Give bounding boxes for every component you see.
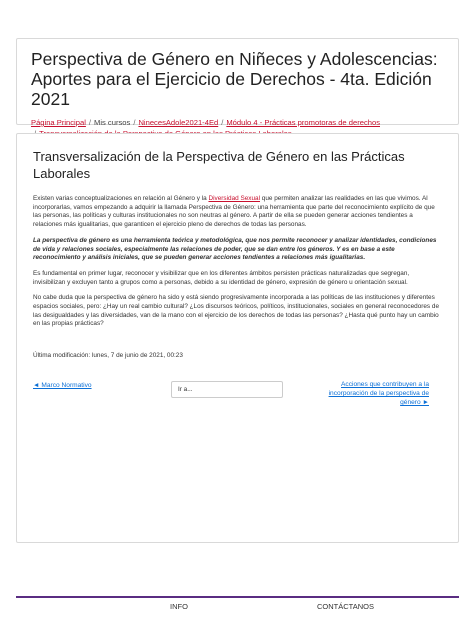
section-title: Transversalización de la Perspectiva de Género en las Prácticas Laborales bbox=[33, 149, 405, 181]
breadcrumb-course-link[interactable]: NinecesAdole2021-4Ed bbox=[138, 118, 219, 127]
footer-divider bbox=[16, 596, 459, 598]
page-title: Perspectiva de Género en Niñeces y Adolescencias: Aportes para el Ejercicio de Derechos - 4ta. Edición 2021 bbox=[31, 49, 438, 109]
breadcrumb-separator: / bbox=[88, 118, 92, 127]
paragraph-1-end: que permiten analizar las realidades en las que vivimos. Al incorporarlas, vamos empezando a adquirir la llamada Perspectiva de Género: una herramienta que parte del reconocimiento explícito de que las personas, las políticas y culturas institucionales no son neutras al género. A partir de ella se pueden generar acciones tendientes a relaciones más igualitarias, que garanticen el ejercicio pleno de derechos de todas las personas. bbox=[33, 195, 435, 229]
diversidad-sexual-link[interactable]: Diversidad Sexual bbox=[208, 195, 260, 202]
next-activity-link[interactable]: Acciones que contribuyen a la incorporación de la perspectiva de género ► bbox=[328, 381, 429, 406]
breadcrumb-separator: / bbox=[133, 118, 136, 127]
jump-to-select[interactable]: Ir a... bbox=[171, 381, 283, 398]
breadcrumb-separator: / bbox=[221, 118, 224, 127]
page-content bbox=[33, 195, 442, 329]
main-content-card bbox=[16, 133, 459, 543]
paragraph-2-emphasis: La perspectiva de género es una herramienta teórica y metodológica, que nos permite reconocer y analizar identidades, condiciones de vida y relaciones sociales, especialmente las relaciones de poder, que se dan entre los géneros. Y es en base a este reconocimiento y análisis iniciales, que se pueden generar acciones tendientes a relaciones más igualitarias. bbox=[33, 236, 437, 262]
breadcrumb-home-link[interactable]: Página Principal bbox=[31, 118, 86, 127]
paragraph-1-start: Existen varias conceptualizaciones en relación al Género y la bbox=[33, 195, 209, 202]
breadcrumb-my-courses: Mis cursos bbox=[94, 118, 131, 127]
page-header bbox=[16, 38, 459, 125]
footer-contact-link[interactable]: CONTÁCTANOS bbox=[317, 602, 374, 611]
last-modified: Última modificación: lunes, 7 de junio de 2021, 00:23 bbox=[33, 352, 183, 359]
paragraph-2 bbox=[33, 237, 442, 263]
breadcrumb-module-link[interactable]: Módulo 4 - Prácticas promotoras de derechos bbox=[226, 118, 380, 127]
footer-info-link[interactable]: INFO bbox=[170, 602, 188, 611]
paragraph-1 bbox=[33, 195, 442, 230]
previous-activity-link[interactable]: ◄ Marco Normativo bbox=[33, 382, 92, 389]
paragraph-4: No cabe duda que la perspectiva de género ha sido y está siendo progresivamente incorporada a las políticas de las instituciones y diferentes espacios sociales, pero: ¿Hay un real cambio cultural? ¿Los discursos teóricos, políticos, institucionales, sociales en general reconocedores de las desigualdades y las diversidades, van de la mano con el ejercicio de los derechos de todas las personas? ¿Hasta qué punto hay un cambio en las propias prácticas? bbox=[33, 294, 440, 328]
paragraph-3: Es fundamental en primer lugar, reconocer y visibilizar que en los diferentes ámbitos persisten prácticas naturalizadas que segregan, invisibilizan y excluyen tanto a grupos como a personas, debido a su identidad de género, expresión de género u orientación sexual. bbox=[33, 269, 410, 286]
